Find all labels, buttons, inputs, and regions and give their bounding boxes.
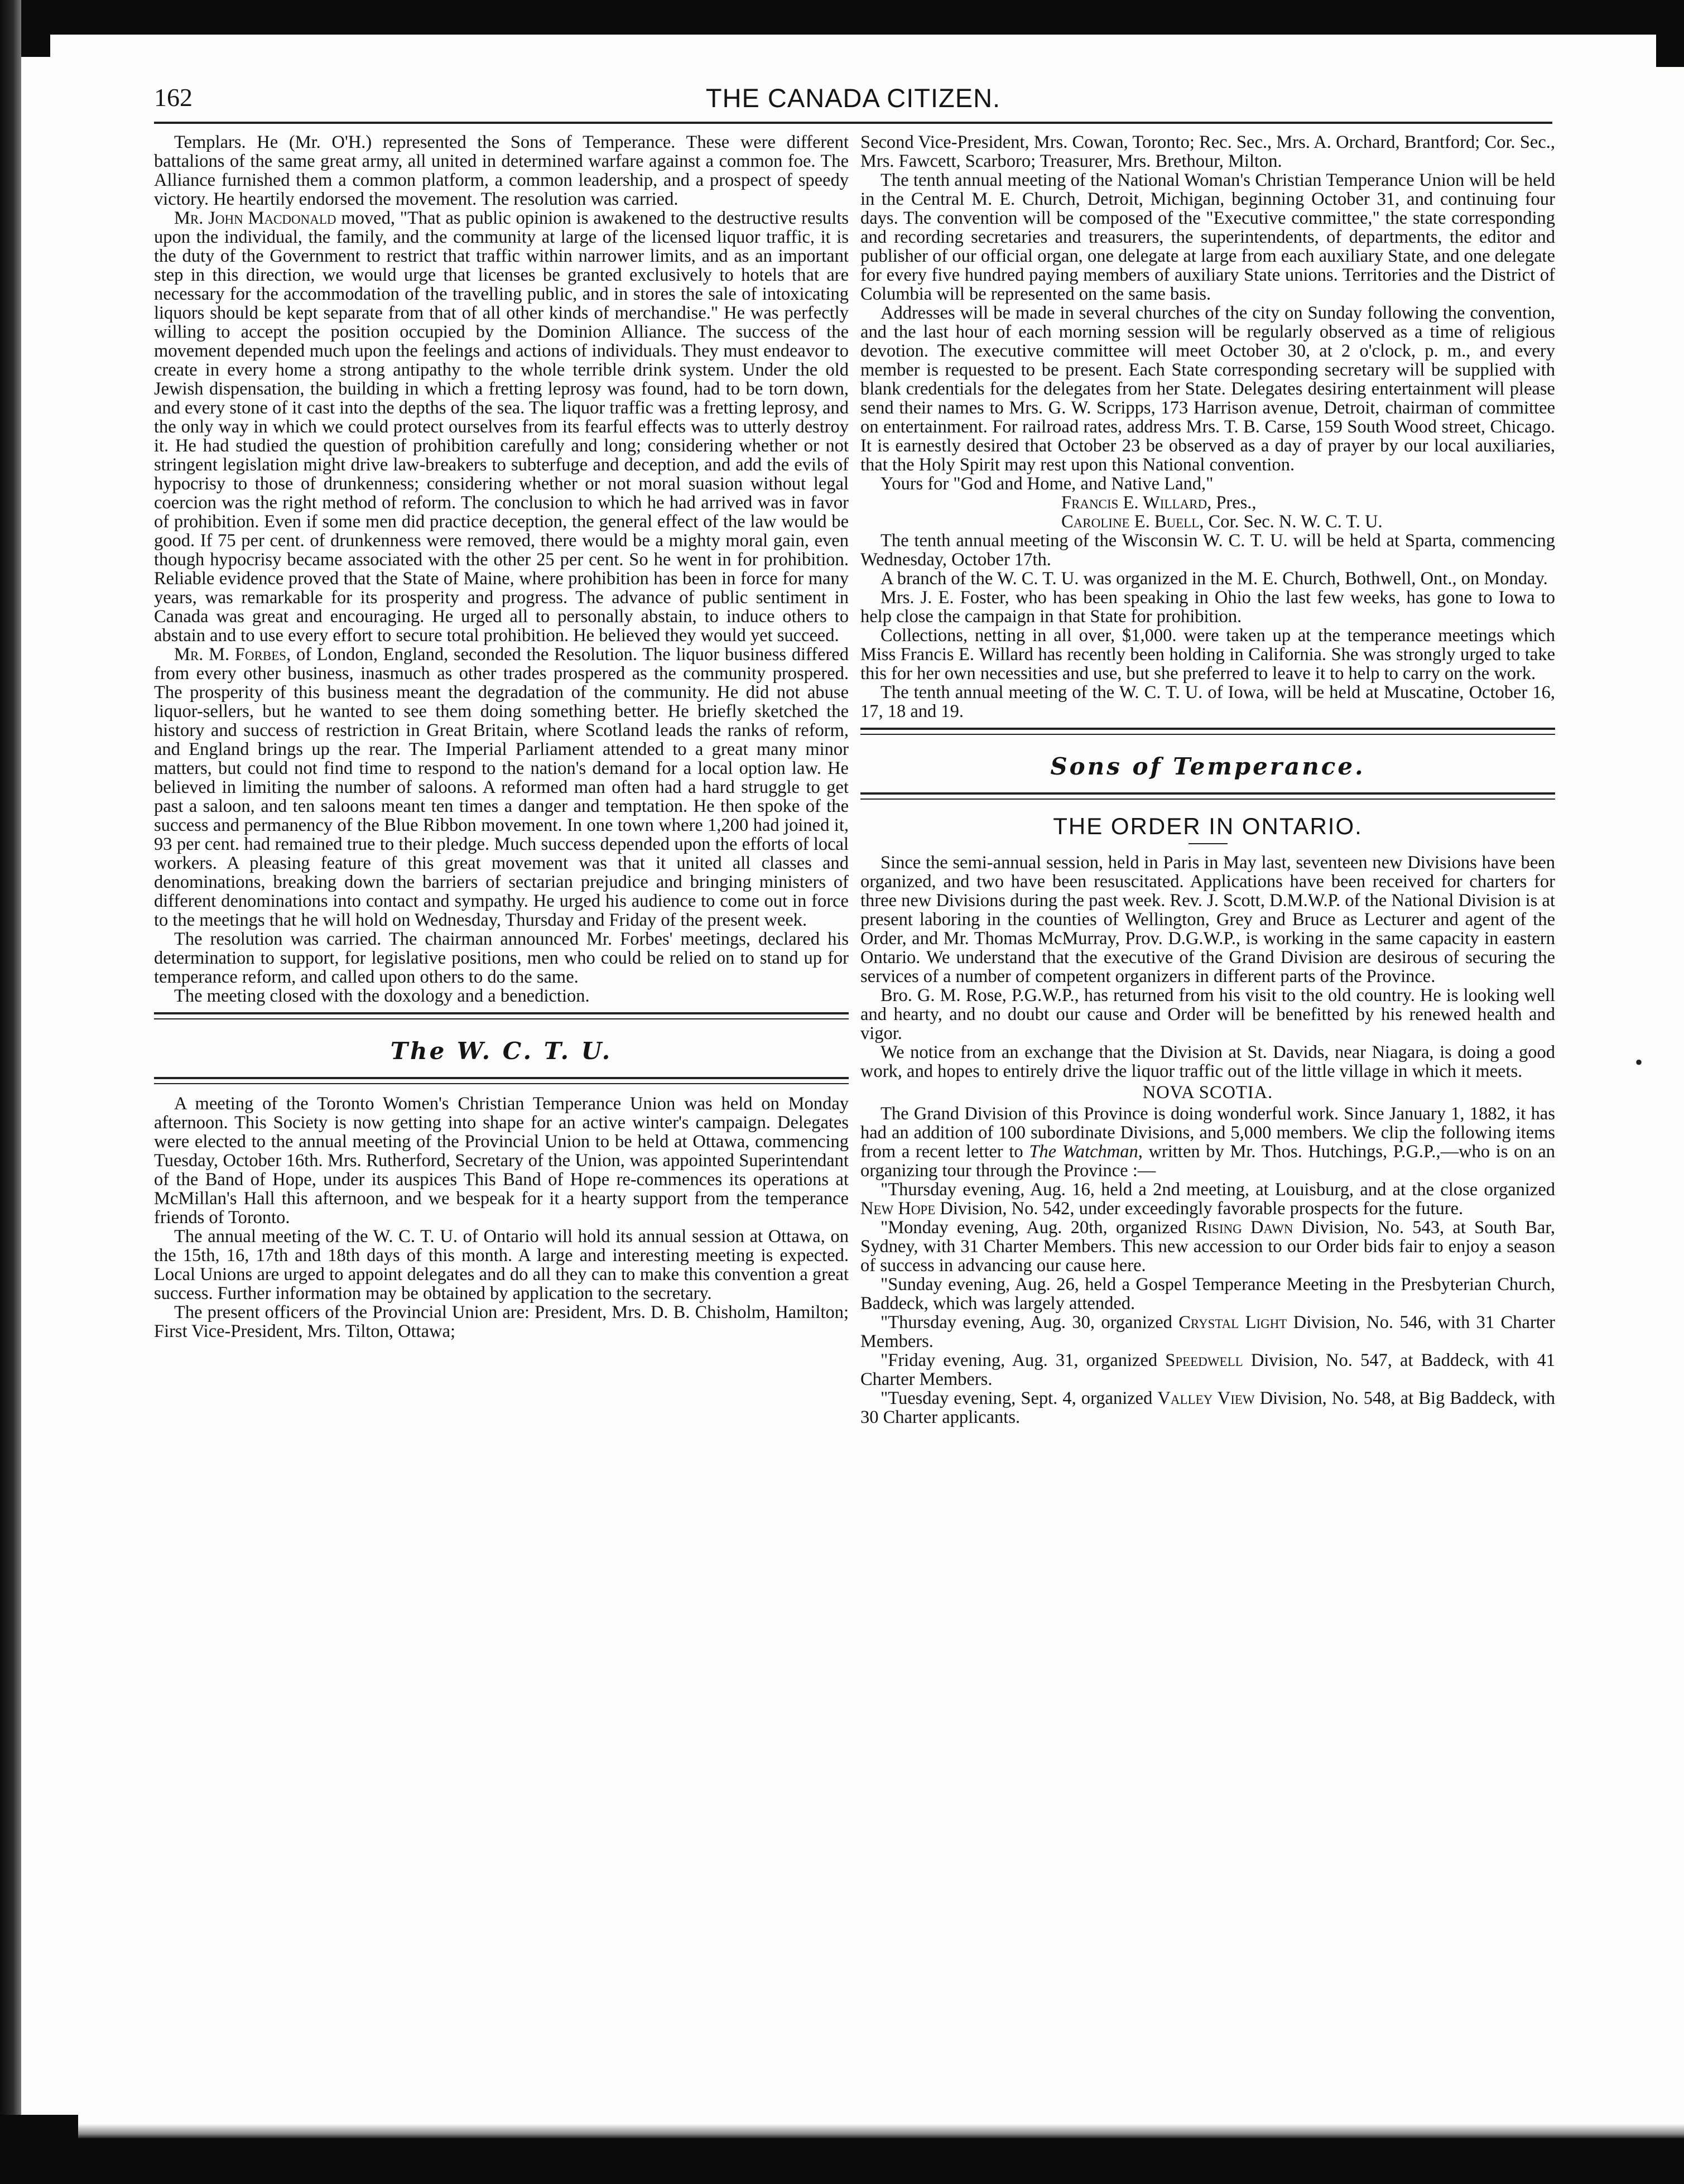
section-divider	[860, 728, 1555, 735]
paragraph-text: Mrs. J. E. Foster, who has been speaking in Ohio the last few weeks, has gone to Iowa to help close the campaign in that State for prohibition.	[860, 588, 1555, 627]
report-text-end: Division, No. 547, at Baddeck, with 41 Charter Members.	[860, 1350, 1555, 1389]
paragraph-text: Bro. G. M. Rose, P.G.W.P., has returned from his visit to the old country. He is looking well and hearty, and no doubt our cause and Order will be benefitted by his renewed health and vigor.	[860, 985, 1555, 1043]
article-paragraph	[860, 304, 1555, 474]
section-divider	[154, 1077, 849, 1084]
paragraph-text: A meeting of the Toronto Women's Christian Temperance Union was held on Monday afternoon. This Society is now getting into shape for an active winter's campaign. Delegates were elected to the annual meeting of the Provincial Union to be held at Ottawa, commencing Tuesday, October 16th. Mrs. Rutherford, Secretary of the Union, was appointed Superintendant of the Band of Hope, under its auspices This Band of Hope re-commences its operations at McMillan's Hall this afternoon, and we bespeak for it a hearty support from the temperance friends of Toronto.	[154, 1094, 849, 1228]
news-item	[860, 531, 1555, 569]
report-text-end: Division, No. 548, at Big Baddeck, with 30 Charter applicants.	[860, 1388, 1555, 1427]
article-paragraph	[154, 987, 849, 1006]
paragraph-text: Templars. He (Mr. O'H.) represented the Sons of Temperance. These were different battalions of the same great army, all united in determined warfare against a common foe. The Alliance furnished them a common platform, a common leadership, and a prospect of speedy victory. He heartily endorsed the movement. The resolution was carried.	[154, 132, 849, 209]
division-name: Speedwell	[1165, 1350, 1243, 1370]
scan-shadow-bottom	[78, 2124, 1684, 2138]
article-paragraph	[860, 1043, 1555, 1081]
report-text-end: Division, No. 546, with 31 Charter Members.	[860, 1312, 1555, 1351]
division-report	[860, 1351, 1555, 1389]
order-in-ontario-heading: THE ORDER IN ONTARIO.	[1053, 813, 1363, 839]
article-paragraph	[154, 930, 849, 987]
speaker-name: Mr. M. Forbes	[174, 644, 287, 665]
wctu-section-heading: The W. C. T. U.	[390, 1037, 613, 1065]
header-rule	[154, 122, 1552, 124]
paragraph-text: The meeting closed with the doxology and a benediction.	[174, 986, 590, 1006]
sons-of-temperance-heading: Sons of Temperance.	[1050, 753, 1365, 780]
signature-block	[860, 493, 1555, 531]
signature-line	[860, 512, 1555, 531]
division-report	[860, 1313, 1555, 1351]
wctu-notes-body	[860, 531, 1555, 721]
nova-intro-text: The Grand Division of this Province is doing wonderful work. Since January 1, 1882, it has had an addition of 100 subordinate Divisions, and 5,000 members. We clip the following items from a recent letter to	[860, 1104, 1555, 1162]
division-name: Crystal Light	[1178, 1312, 1287, 1332]
signatory-title: , Cor. Sec. N. W. C. T. U.	[1199, 512, 1383, 532]
signatory-name: Francis E. Willard	[1061, 493, 1207, 513]
paragraph-text: moved, "That as public opinion is awakened to the destructive results upon the individual, the family, and the community at large of the licensed liquor traffic, it is the duty of the Government to restrict that traffic within narrower limits, and as an important step in this direction, we would urge that licenses be granted exclusively to hotels that are necessary for the accommodation of the travelling public, and in stores the sale of intoxicating liquors should be kept separate from that of all other kinds of merchandise." He was perfectly willing to accept the position occupied by the Dominion Alliance. The success of the movement depended much upon the feelings and actions of individuals. They must endeavor to create in every home a strong antipathy to the whole terrible drink system. Under the old Jewish dispensation, the building in which a fretting leprosy was found, had to be torn down, and every stone of it cast into the depths of the sea. The liquor traffic was a fretting leprosy, and the only way in which we could protect ourselves from its fearful effects was to utterly destroy it. He had studied the question of prohibition carefully and long; considering whether or not stringent legislation might drive law-breakers to subterfuge and deception, and add the evils of hypocrisy to those of drunkenness; considering whether or not moral suasion without legal coercion was the right method of reform. The conclusion to which he had arrived was in favor of prohibition. Even if some men did practice deception, the general effect of the law would be good. If 75 per cent. of drunkenness were removed, there would be a mighty moral gain, even though hypocrisy became associated with the other 25 per cent. So he went in for prohibition. Reliable evidence proved that the State of Maine, where prohibition has been in force for many years, was remarkable for its prosperity and progress. The advance of public sentiment in Canada was great and encouraging. He urged all to personally abstain, to induce others to abstain and to use every effort to secure total prohibition. He believed they would yet succeed.	[154, 208, 849, 646]
section-divider	[154, 1012, 849, 1019]
nova-scotia-intro	[860, 1104, 1555, 1180]
paragraph-text: The tenth annual meeting of the National Woman's Christian Temperance Union will be held in the Central M. E. Church, Detroit, Michigan, beginning October 31, and continuing four days. The convention will be composed of the "Executive committee," the state corresponding and recording secretaries and treasurers, the superintendents, of departments, the editor and publisher of our official organ, one delegate at large from each auxiliary State, and one delegate for every five hundred paying members of auxiliary State unions. Territories and the District of Columbia will be represented on the same basis.	[860, 170, 1555, 304]
article-paragraph	[154, 1303, 849, 1341]
article-paragraph	[154, 133, 849, 209]
speaker-name: Mr. John Macdonald	[174, 208, 336, 228]
division-report	[860, 1275, 1555, 1313]
signature-line	[860, 493, 1555, 512]
division-name: Valley View	[1157, 1388, 1255, 1408]
newspaper-title: The Watchman	[1029, 1142, 1138, 1162]
article-paragraph	[860, 853, 1555, 986]
paragraph-text: The annual meeting of the W. C. T. U. of Ontario will hold its annual session at Ottawa, on the 15th, 16, 17th and 18th days of this month. A large and interesting meeting is expected. Local Unions are urged to appoint delegates and do all they can to make this convention a great success. Further information may be obtained by application to the secretary.	[154, 1226, 849, 1303]
paragraph-text: A branch of the W. C. T. U. was organized in the M. E. Church, Bothwell, Ont., on Monday.	[881, 569, 1548, 589]
signatory-title: , Pres.,	[1207, 493, 1257, 513]
margin-mark: •	[1635, 1050, 1643, 1075]
paragraph-text: Addresses will be made in several churches of the city on Sunday following the convention, and the last hour of each morning session will be regularly observed as a time of religious devotion. The executive committee will meet October 30, at 2 o'clock, p. m., and every member is requested to be present. Each State corresponding secretary will be supplied with blank credentials for the delegates from her State. Delegates desiring entertainment will please send their names to Mrs. G. W. Scripps, 173 Harrison avenue, Detroit, chairman of committee on entertainment. For railroad rates, address Mrs. T. B. Carse, 159 South Wood street, Chicago. It is earnestly desired that October 23 be observed as a day of prayer by our local auxiliaries, that the Holy Spirit may rest upon this National convention.	[860, 303, 1555, 475]
paragraph-text: The resolution was carried. The chairman announced Mr. Forbes' meetings, declared his determination to support, for legislative positions, men who could be relied on to stand up for temperance reform, and called upon others to do the same.	[154, 929, 849, 987]
short-dash-rule	[1189, 843, 1228, 844]
paragraph-text: Collections, netting in all over, $1,000. were taken up at the temperance meetings which Miss Francis E. Willard has recently been holding in California. She was strongly urged to take this for her own necessities and use, but she preferred to leave it to help to carry on the work.	[860, 626, 1555, 684]
scan-border-bottom-step	[0, 2115, 78, 2139]
national-wctu-article-body	[860, 133, 1555, 493]
report-text: "Friday evening, Aug. 31, organized	[881, 1350, 1166, 1370]
paragraph-text: The present officers of the Provincial Union are: President, Mrs. D. B. Chisholm, Hamilton; First Vice-President, Mrs. Tilton, Ottawa;	[154, 1302, 849, 1341]
report-text: "Sunday evening, Aug. 26, held a Gospel Temperance Meeting in the Presbyterian Church, Baddeck, which was largely attended.	[860, 1274, 1555, 1314]
paragraph-text: , of London, England, seconded the Resolution. The liquor business differed from every other business, inasmuch as other trades prospered as the community prospered. The prosperity of this business meant the degradation of the community. He did not abuse liquor-sellers, but he wanted to see them doing something better. He briefly sketched the history and success of restriction in Great Britain, where Scotland leads the ranks of reform, and England brings up the rear. The Imperial Parliament attended to a great many minor matters, but could not find time to respond to the nation's demand for a local option law. He believed in limiting the number of saloons. A reformed man often had a hard struggle to get past a saloon, and ten saloons meant ten times a danger and temptation. He then spoke of the success and permanency of the Blue Ribbon movement. In one town where 1,200 had joined it, 93 per cent. had remained true to their pledge. Much success depended upon the efforts of local workers. A pleasing feature of this great movement was that it united all classes and denominations, breaking down the barriers of sectarian prejudice and bringing ministers of different denominations into contact and sympathy. He urged his audience to come out in force to the meetings that he will hold on Wednesday, Thursday and Friday of the present week.	[154, 644, 849, 930]
division-report	[860, 1389, 1555, 1427]
report-text: "Thursday evening, Aug. 30, organized	[881, 1312, 1179, 1332]
division-name: Rising Dawn	[1195, 1218, 1293, 1238]
article-paragraph	[860, 986, 1555, 1043]
paragraph-text: We notice from an exchange that the Division at St. Davids, near Niagara, is doing a good work, and hopes to entirely drive the liquor traffic out of the little village in which it meets.	[860, 1042, 1555, 1081]
division-report	[860, 1180, 1555, 1218]
report-text-end: Division, No. 542, under exceedingly favorable prospects for the future.	[935, 1199, 1464, 1219]
page-header	[154, 83, 1552, 116]
left-column	[154, 133, 849, 1341]
article-paragraph	[154, 1094, 849, 1227]
wctu-article-body	[154, 1094, 849, 1341]
news-item	[860, 626, 1555, 683]
article-paragraph	[154, 645, 849, 930]
masthead-title: THE CANADA CITIZEN.	[705, 83, 1001, 113]
signatory-name: Caroline E. Buell	[1061, 512, 1200, 532]
article-paragraph	[154, 209, 849, 645]
report-text: "Tuesday evening, Sept. 4, organized	[881, 1388, 1158, 1408]
report-text: "Thursday evening, Aug. 16, held a 2nd meeting, at Louisburg, and at the close organized	[881, 1180, 1555, 1200]
right-column	[860, 133, 1555, 1427]
news-item	[860, 683, 1555, 721]
news-item	[860, 569, 1555, 588]
news-item	[860, 588, 1555, 626]
article-paragraph	[860, 474, 1555, 493]
section-divider	[860, 792, 1555, 800]
article-paragraph	[154, 1227, 849, 1303]
nova-scotia-items	[860, 1180, 1555, 1427]
left-article-body	[154, 133, 849, 1006]
paragraph-text: Yours for "God and Home, and Native Land,"	[881, 474, 1214, 494]
paragraph-text: Second Vice-President, Mrs. Cowan, Toronto; Rec. Sec., Mrs. A. Orchard, Brantford; Cor. Sec., Mrs. Fawcett, Scarboro; Treasurer, Mrs. Brethour, Milton.	[860, 132, 1555, 171]
article-paragraph	[860, 171, 1555, 304]
scan-border-right	[1656, 0, 1684, 67]
paragraph-text: Since the semi-annual session, held in Paris in May last, seventeen new Divisions have been organized, and two have been resuscitated. Applications have been received for charters for three new Divisions during the past week. Rev. J. Scott, D.M.W.P. of the National Division is at present laboring in the counties of Wellington, Grey and Bruce as Lecturer and agent of the Order, and Mr. Thomas McMurray, Prov. D.G.W.P., is working in the same capacity in eastern Ontario. We understand that the executive of the Grand Division are desirous of securing the services of a number of competent organizers in different parts of the Province.	[860, 853, 1555, 987]
division-name: New Hope	[860, 1199, 936, 1219]
division-report	[860, 1218, 1555, 1275]
report-text-end: Division, No. 543, at South Bar, Sydney, with 31 Charter Members. This new accession to our Order bids fair to enjoy a season of success in advancing our cause here.	[860, 1218, 1555, 1276]
paragraph-text: The tenth annual meeting of the Wisconsin W. C. T. U. will be held at Sparta, commencing Wednesday, October 17th.	[860, 531, 1555, 570]
report-text: "Monday evening, Aug. 20th, organized	[881, 1218, 1196, 1238]
article-paragraph	[860, 133, 1555, 171]
nova-scotia-heading: NOVA SCOTIA.	[1142, 1083, 1273, 1103]
page-number: 162	[154, 83, 193, 112]
scan-border-top	[0, 0, 1684, 35]
paragraph-text: The tenth annual meeting of the W. C. T. U. of Iowa, will be held at Muscatine, October 16, 17, 18 and 19.	[860, 682, 1555, 721]
scan-border-left	[0, 0, 21, 2184]
nova-intro-text-end: , written by Mr. Thos. Hutchings, P.G.P.,—who is on an organizing tour through the Province :—	[860, 1142, 1555, 1181]
ontario-article-body	[860, 853, 1555, 1081]
scan-border-bottom	[0, 2138, 1684, 2184]
